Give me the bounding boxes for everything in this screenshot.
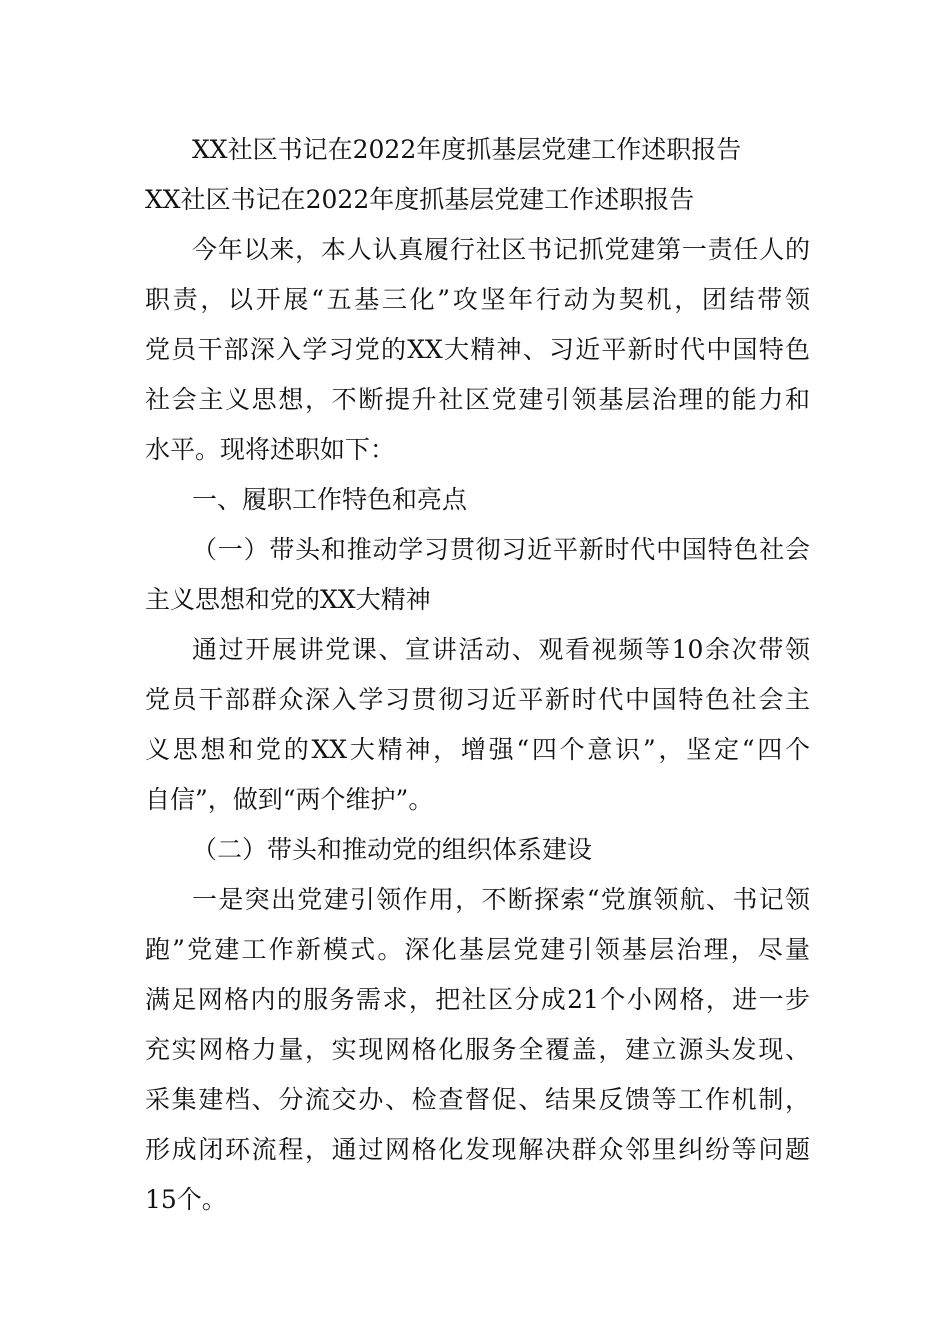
- document-title: XX社区书记在2022年度抓基层党建工作述职报告: [192, 135, 742, 164]
- document-title-repeat: XX社区书记在2022年度抓基层党建工作述职报告: [145, 185, 695, 214]
- paragraph-line: 通过开展讲党课、宣讲活动、观看视频等10余次带领: [192, 635, 810, 664]
- intro-line: 水平。现将述职如下：: [145, 435, 396, 464]
- paragraph-line: 形成闭环流程，通过网格化发现解决群众邻里纠纷等问题: [145, 1135, 810, 1164]
- paragraph-line: 充实网格力量，实现网格化服务全覆盖，建立源头发现、: [145, 1035, 810, 1064]
- section-heading: 一、履职工作特色和亮点: [192, 485, 468, 514]
- paragraph-line: 采集建档、分流交办、检查督促、结果反馈等工作机制，: [145, 1085, 810, 1114]
- paragraph-line: 一是突出党建引领作用，不断探索“党旗领航、书记领: [192, 885, 810, 914]
- intro-line: 社会主义思想，不断提升社区党建引领基层治理的能力和: [145, 385, 810, 414]
- intro-line: 党员干部深入学习党的XX大精神、习近平新时代中国特色: [145, 335, 810, 364]
- paragraph-line: 义思想和党的XX大精神，增强“四个意识”，坚定“四个: [145, 735, 810, 764]
- subsection-heading: 主义思想和党的XX大精神: [145, 585, 431, 614]
- paragraph-line: 党员干部群众深入学习贯彻习近平新时代中国特色社会主: [145, 685, 810, 714]
- paragraph-line: 15个。: [145, 1185, 227, 1214]
- subsection-heading: （一）带头和推动学习贯彻习近平新时代中国特色社会: [192, 535, 810, 564]
- paragraph-line: 满足网格内的服务需求，把社区分成21个小网格，进一步: [145, 985, 810, 1014]
- intro-line: 今年以来，本人认真履行社区书记抓党建第一责任人的: [192, 235, 810, 264]
- intro-line: 职责，以开展“五基三化”攻坚年行动为契机，团结带领: [145, 285, 810, 314]
- document-page: [145, 125, 810, 1225]
- paragraph-line: 自信”，做到“两个维护”。: [145, 785, 434, 814]
- paragraph-line: 跑”党建工作新模式。深化基层党建引领基层治理，尽量: [145, 935, 810, 964]
- subsection-heading: （二）带头和推动党的组织体系建设: [192, 835, 593, 864]
